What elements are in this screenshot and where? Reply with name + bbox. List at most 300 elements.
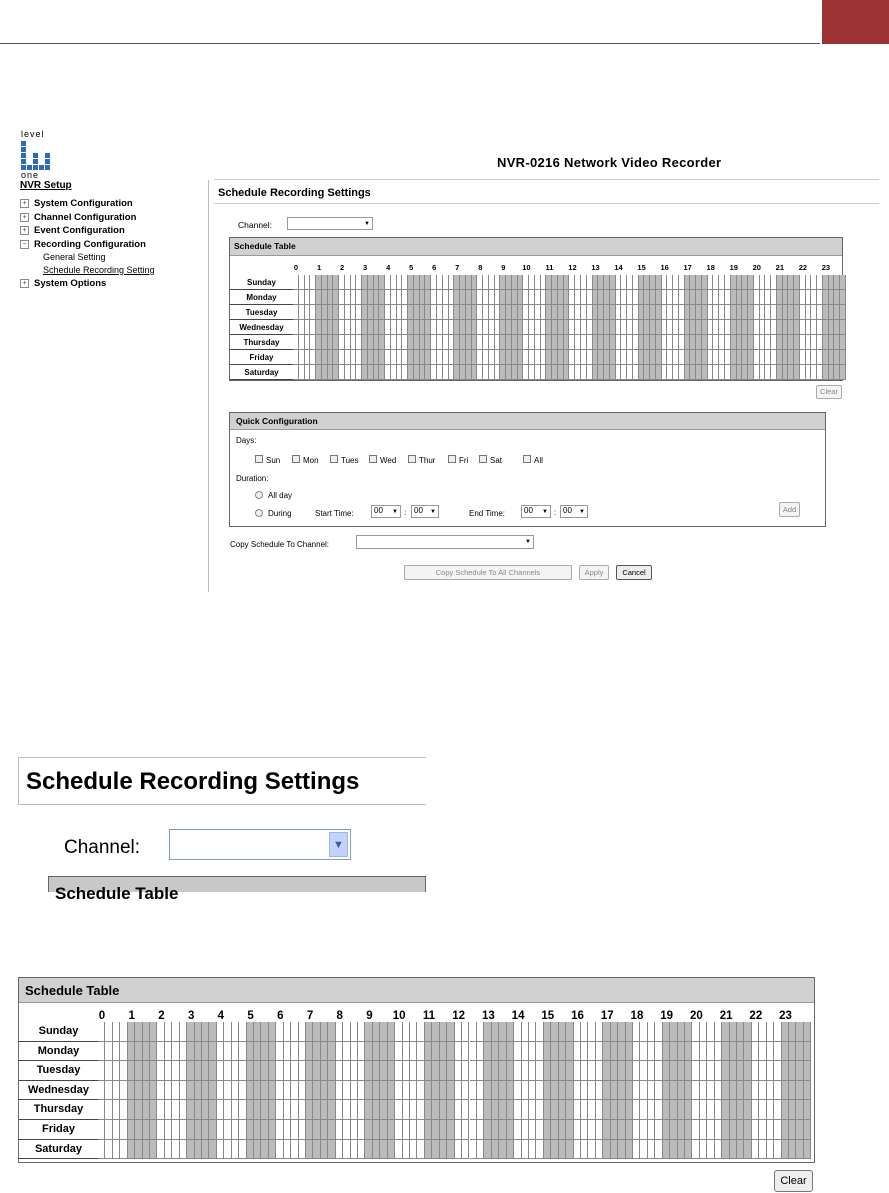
schedule-cell[interactable] (232, 1140, 239, 1160)
schedule-cell[interactable] (447, 1120, 454, 1140)
schedule-cell[interactable] (299, 1120, 306, 1140)
schedule-cell[interactable] (492, 1120, 499, 1140)
schedule-cell[interactable] (195, 1140, 202, 1160)
schedule-cell[interactable] (692, 1120, 699, 1140)
schedule-cell[interactable] (224, 1061, 231, 1081)
schedule-cell[interactable] (425, 1120, 432, 1140)
schedule-cell[interactable] (499, 1081, 506, 1101)
sidebar-item-system-configuration[interactable] (20, 197, 206, 211)
schedule-cell[interactable] (559, 1061, 566, 1081)
day-checkbox-fri[interactable] (448, 455, 456, 463)
schedule-cell[interactable] (529, 1061, 536, 1081)
schedule-cell[interactable] (640, 1042, 647, 1062)
schedule-cell[interactable] (380, 1042, 387, 1062)
schedule-cell[interactable] (180, 1042, 187, 1062)
schedule-cell[interactable] (536, 1061, 543, 1081)
schedule-cell[interactable] (239, 1120, 246, 1140)
schedule-cell[interactable] (626, 1100, 633, 1120)
collapse-icon[interactable]: − (20, 240, 29, 249)
schedule-cell[interactable] (232, 1120, 239, 1140)
schedule-cell[interactable] (484, 1120, 491, 1140)
schedule-cell[interactable] (157, 1100, 164, 1120)
schedule-cell[interactable] (321, 1022, 328, 1042)
schedule-cell[interactable] (588, 1120, 595, 1140)
schedule-cell[interactable] (195, 1120, 202, 1140)
schedule-cell[interactable] (447, 1061, 454, 1081)
schedule-cell[interactable] (157, 1042, 164, 1062)
schedule-cell[interactable] (380, 1081, 387, 1101)
schedule-cell[interactable] (618, 1140, 625, 1160)
schedule-cell[interactable] (767, 1120, 774, 1140)
apply-button[interactable]: Apply (579, 565, 609, 580)
schedule-cell[interactable] (187, 1140, 194, 1160)
schedule-cell[interactable] (447, 1100, 454, 1120)
schedule-cell[interactable] (611, 1140, 618, 1160)
schedule-cell[interactable] (715, 1022, 722, 1042)
schedule-cell[interactable] (128, 1042, 135, 1062)
schedule-cell[interactable] (165, 1140, 172, 1160)
day-checkbox-mon[interactable] (292, 455, 300, 463)
schedule-cell[interactable] (559, 1100, 566, 1120)
schedule-cell[interactable] (150, 1100, 157, 1120)
schedule-cell[interactable] (336, 1042, 343, 1062)
schedule-cell[interactable] (737, 1100, 744, 1120)
schedule-cell[interactable] (752, 1081, 759, 1101)
schedule-cell[interactable] (373, 1042, 380, 1062)
schedule-cell[interactable] (120, 1081, 127, 1101)
schedule-cell[interactable] (105, 1042, 112, 1062)
schedule-cell[interactable] (269, 1061, 276, 1081)
schedule-cell[interactable] (670, 1140, 677, 1160)
schedule-cell[interactable] (752, 1140, 759, 1160)
schedule-cell[interactable] (611, 1022, 618, 1042)
schedule-cell[interactable] (618, 1081, 625, 1101)
schedule-cell[interactable] (403, 1042, 410, 1062)
schedule-cell[interactable] (551, 1042, 558, 1062)
during-radio[interactable] (255, 509, 263, 517)
schedule-cell[interactable] (492, 1140, 499, 1160)
schedule-cell[interactable] (529, 1100, 536, 1120)
schedule-cell[interactable] (388, 1061, 395, 1081)
schedule-cell[interactable] (484, 1100, 491, 1120)
all-day-radio[interactable] (255, 491, 263, 499)
schedule-cell[interactable] (663, 1022, 670, 1042)
schedule-cell[interactable] (313, 1140, 320, 1160)
schedule-cell[interactable] (269, 1140, 276, 1160)
day-checkbox-thur[interactable] (408, 455, 416, 463)
schedule-cell[interactable] (135, 1120, 142, 1140)
schedule-cell[interactable] (707, 1120, 714, 1140)
schedule-cell[interactable] (299, 1061, 306, 1081)
schedule-cell[interactable] (626, 1120, 633, 1140)
schedule-cell[interactable] (247, 1140, 254, 1160)
schedule-cell[interactable] (417, 1022, 424, 1042)
schedule-cell[interactable] (291, 1140, 298, 1160)
schedule-cell[interactable] (202, 1140, 209, 1160)
schedule-cell[interactable] (522, 1140, 529, 1160)
schedule-cell[interactable] (410, 1042, 417, 1062)
schedule-cell[interactable] (351, 1120, 358, 1140)
schedule-cell[interactable] (514, 1081, 521, 1101)
schedule-cell[interactable] (730, 1061, 737, 1081)
schedule-cell[interactable] (559, 1081, 566, 1101)
start-minute-select[interactable] (411, 505, 439, 518)
schedule-cell[interactable] (343, 1022, 350, 1042)
schedule-cell[interactable] (633, 1140, 640, 1160)
schedule-cell[interactable] (254, 1100, 261, 1120)
schedule-cell[interactable] (782, 1120, 789, 1140)
schedule-cell[interactable] (670, 1120, 677, 1140)
schedule-cell[interactable] (730, 1120, 737, 1140)
schedule-cell[interactable] (425, 1140, 432, 1160)
schedule-cell[interactable] (380, 1022, 387, 1042)
schedule-cell[interactable] (462, 1120, 469, 1140)
schedule-cell[interactable] (336, 1100, 343, 1120)
schedule-cell[interactable] (700, 1081, 707, 1101)
schedule-cell[interactable] (343, 1120, 350, 1140)
schedule-cell[interactable] (343, 1081, 350, 1101)
schedule-cell[interactable] (588, 1022, 595, 1042)
schedule-cell[interactable] (507, 1061, 514, 1081)
schedule-cell[interactable] (358, 1022, 365, 1042)
schedule-cell[interactable] (611, 1120, 618, 1140)
schedule-cell[interactable] (804, 1140, 811, 1160)
schedule-cell[interactable] (640, 1100, 647, 1120)
schedule-cell[interactable] (299, 1100, 306, 1120)
schedule-cell[interactable] (514, 1100, 521, 1120)
schedule-cell[interactable] (328, 1081, 335, 1101)
schedule-cell[interactable] (514, 1140, 521, 1160)
schedule-cell[interactable] (707, 1081, 714, 1101)
schedule-cell[interactable] (767, 1061, 774, 1081)
schedule-cell[interactable] (655, 1061, 662, 1081)
schedule-cell[interactable] (744, 1042, 751, 1062)
schedule-cell[interactable] (670, 1042, 677, 1062)
schedule-cell[interactable] (321, 1042, 328, 1062)
schedule-cell[interactable] (128, 1120, 135, 1140)
schedule-cell[interactable] (440, 1042, 447, 1062)
schedule-cell[interactable] (128, 1022, 135, 1042)
schedule-cell[interactable] (425, 1081, 432, 1101)
schedule-cell[interactable] (388, 1120, 395, 1140)
schedule-cell[interactable] (417, 1140, 424, 1160)
schedule-cell[interactable] (336, 1022, 343, 1042)
schedule-cell[interactable] (685, 1061, 692, 1081)
schedule-cell[interactable] (566, 1140, 573, 1160)
schedule-cell[interactable] (796, 1120, 803, 1140)
schedule-cell[interactable] (120, 1140, 127, 1160)
schedule-cell[interactable] (737, 1120, 744, 1140)
schedule-cell[interactable] (522, 1100, 529, 1120)
schedule-cell[interactable] (477, 1100, 484, 1120)
schedule-cell[interactable] (514, 1061, 521, 1081)
schedule-cell[interactable] (507, 1042, 514, 1062)
schedule-cell[interactable] (796, 1100, 803, 1120)
schedule-cell[interactable] (157, 1120, 164, 1140)
schedule-cell[interactable] (744, 1061, 751, 1081)
schedule-cell[interactable] (840, 335, 846, 350)
schedule-cell[interactable] (187, 1120, 194, 1140)
schedule-cell[interactable] (499, 1022, 506, 1042)
schedule-cell[interactable] (840, 305, 846, 320)
schedule-cell[interactable] (98, 1042, 105, 1062)
schedule-cell[interactable] (328, 1042, 335, 1062)
schedule-cell[interactable] (172, 1140, 179, 1160)
schedule-cell[interactable] (209, 1100, 216, 1120)
cancel-button[interactable]: Cancel (616, 565, 652, 580)
schedule-cell[interactable] (574, 1061, 581, 1081)
schedule-cell[interactable] (358, 1061, 365, 1081)
schedule-cell[interactable] (633, 1061, 640, 1081)
schedule-cell[interactable] (470, 1100, 477, 1120)
schedule-cell[interactable] (284, 1120, 291, 1140)
schedule-cell[interactable] (98, 1120, 105, 1140)
schedule-cell[interactable] (551, 1140, 558, 1160)
schedule-cell[interactable] (143, 1042, 150, 1062)
schedule-cell[interactable] (514, 1042, 521, 1062)
schedule-cell[interactable] (291, 1061, 298, 1081)
schedule-cell[interactable] (522, 1081, 529, 1101)
schedule-cell[interactable] (470, 1042, 477, 1062)
clear-button-small[interactable]: Clear (816, 385, 842, 399)
schedule-cell[interactable] (365, 1042, 372, 1062)
schedule-cell[interactable] (529, 1042, 536, 1062)
schedule-cell[interactable] (447, 1022, 454, 1042)
schedule-cell[interactable] (165, 1022, 172, 1042)
sidebar-title[interactable]: NVR Setup (20, 180, 72, 191)
schedule-cell[interactable] (276, 1042, 283, 1062)
schedule-cell[interactable] (730, 1022, 737, 1042)
schedule-cell[interactable] (507, 1100, 514, 1120)
schedule-cell[interactable] (365, 1081, 372, 1101)
schedule-cell[interactable] (774, 1022, 781, 1042)
schedule-cell[interactable] (796, 1042, 803, 1062)
schedule-cell[interactable] (759, 1100, 766, 1120)
schedule-cell[interactable] (321, 1081, 328, 1101)
schedule-cell[interactable] (403, 1140, 410, 1160)
schedule-cell[interactable] (195, 1022, 202, 1042)
schedule-cell[interactable] (373, 1120, 380, 1140)
schedule-cell[interactable] (269, 1042, 276, 1062)
sidebar-item-channel-configuration[interactable] (20, 211, 206, 225)
schedule-cell[interactable] (492, 1042, 499, 1062)
schedule-cell[interactable] (365, 1100, 372, 1120)
schedule-cell[interactable] (581, 1022, 588, 1042)
schedule-cell[interactable] (499, 1140, 506, 1160)
schedule-cell[interactable] (789, 1140, 796, 1160)
schedule-cell[interactable] (403, 1022, 410, 1042)
schedule-cell[interactable] (254, 1042, 261, 1062)
schedule-cell[interactable] (247, 1100, 254, 1120)
schedule-cell[interactable] (269, 1081, 276, 1101)
schedule-cell[interactable] (306, 1042, 313, 1062)
schedule-cell[interactable] (737, 1081, 744, 1101)
schedule-cell[interactable] (195, 1061, 202, 1081)
schedule-cell[interactable] (566, 1022, 573, 1042)
schedule-cell[interactable] (655, 1022, 662, 1042)
schedule-cell[interactable] (648, 1120, 655, 1140)
schedule-cell[interactable] (596, 1120, 603, 1140)
schedule-cell[interactable] (522, 1022, 529, 1042)
schedule-cell[interactable] (744, 1120, 751, 1140)
schedule-cell[interactable] (313, 1120, 320, 1140)
schedule-cell[interactable] (209, 1140, 216, 1160)
schedule-cell[interactable] (544, 1081, 551, 1101)
schedule-cell[interactable] (544, 1140, 551, 1160)
schedule-cell[interactable] (209, 1042, 216, 1062)
schedule-cell[interactable] (492, 1061, 499, 1081)
schedule-cell[interactable] (343, 1042, 350, 1062)
schedule-cell[interactable] (752, 1022, 759, 1042)
schedule-cell[interactable] (603, 1061, 610, 1081)
schedule-cell[interactable] (195, 1042, 202, 1062)
schedule-cell[interactable] (247, 1042, 254, 1062)
schedule-cell[interactable] (113, 1022, 120, 1042)
schedule-cell[interactable] (633, 1081, 640, 1101)
schedule-cell[interactable] (336, 1120, 343, 1140)
schedule-cell[interactable] (284, 1100, 291, 1120)
schedule-cell[interactable] (410, 1081, 417, 1101)
schedule-cell[interactable] (596, 1061, 603, 1081)
schedule-cell[interactable] (707, 1061, 714, 1081)
schedule-cell[interactable] (150, 1120, 157, 1140)
schedule-cell[interactable] (782, 1140, 789, 1160)
schedule-cell[interactable] (588, 1081, 595, 1101)
schedule-cell[interactable] (477, 1061, 484, 1081)
expand-icon[interactable]: + (20, 199, 29, 208)
schedule-cell[interactable] (707, 1140, 714, 1160)
schedule-cell[interactable] (462, 1022, 469, 1042)
schedule-cell[interactable] (507, 1140, 514, 1160)
schedule-cell[interactable] (514, 1120, 521, 1140)
schedule-cell[interactable] (403, 1081, 410, 1101)
schedule-cell[interactable] (840, 320, 846, 335)
schedule-cell[interactable] (685, 1042, 692, 1062)
schedule-cell[interactable] (440, 1140, 447, 1160)
end-minute-select[interactable] (560, 505, 588, 518)
schedule-cell[interactable] (789, 1061, 796, 1081)
schedule-cell[interactable] (730, 1081, 737, 1101)
schedule-cell[interactable] (113, 1061, 120, 1081)
schedule-cell[interactable] (388, 1140, 395, 1160)
schedule-cell[interactable] (588, 1140, 595, 1160)
schedule-cell[interactable] (462, 1081, 469, 1101)
schedule-cell[interactable] (685, 1022, 692, 1042)
schedule-cell[interactable] (284, 1042, 291, 1062)
schedule-cell[interactable] (239, 1081, 246, 1101)
schedule-cell[interactable] (840, 350, 846, 365)
schedule-cell[interactable] (588, 1042, 595, 1062)
schedule-cell[interactable] (380, 1120, 387, 1140)
schedule-cell[interactable] (804, 1120, 811, 1140)
schedule-cell[interactable] (477, 1022, 484, 1042)
schedule-cell[interactable] (432, 1042, 439, 1062)
schedule-cell[interactable] (536, 1042, 543, 1062)
schedule-cell[interactable] (306, 1120, 313, 1140)
schedule-cell[interactable] (536, 1081, 543, 1101)
schedule-cell[interactable] (143, 1081, 150, 1101)
schedule-cell[interactable] (403, 1061, 410, 1081)
schedule-cell[interactable] (782, 1022, 789, 1042)
schedule-cell[interactable] (447, 1140, 454, 1160)
schedule-cell[interactable] (172, 1061, 179, 1081)
schedule-cell[interactable] (358, 1081, 365, 1101)
schedule-cell[interactable] (752, 1061, 759, 1081)
schedule-cell[interactable] (470, 1120, 477, 1140)
schedule-cell[interactable] (224, 1120, 231, 1140)
schedule-cell[interactable] (522, 1120, 529, 1140)
schedule-cell[interactable] (715, 1081, 722, 1101)
schedule-cell[interactable] (336, 1081, 343, 1101)
schedule-cell[interactable] (678, 1120, 685, 1140)
schedule-cell[interactable] (455, 1042, 462, 1062)
schedule-cell[interactable] (707, 1022, 714, 1042)
schedule-cell[interactable] (804, 1100, 811, 1120)
schedule-cell[interactable] (796, 1140, 803, 1160)
schedule-cell[interactable] (551, 1120, 558, 1140)
schedule-cell[interactable] (417, 1061, 424, 1081)
schedule-cell[interactable] (774, 1061, 781, 1081)
schedule-cell[interactable] (217, 1042, 224, 1062)
schedule-cell[interactable] (752, 1042, 759, 1062)
chevron-down-icon[interactable]: ▼ (329, 832, 348, 857)
sidebar-subitem-general-setting[interactable]: General Setting (43, 252, 106, 262)
schedule-cell[interactable] (492, 1081, 499, 1101)
sidebar-item-system-options[interactable] (20, 277, 206, 291)
schedule-cell[interactable] (254, 1140, 261, 1160)
schedule-cell[interactable] (715, 1100, 722, 1120)
schedule-cell[interactable] (470, 1140, 477, 1160)
schedule-cell[interactable] (373, 1081, 380, 1101)
schedule-cell[interactable] (202, 1081, 209, 1101)
schedule-cell[interactable] (187, 1061, 194, 1081)
schedule-cell[interactable] (128, 1100, 135, 1120)
schedule-cell[interactable] (261, 1120, 268, 1140)
schedule-cell[interactable] (618, 1100, 625, 1120)
schedule-cell[interactable] (581, 1140, 588, 1160)
schedule-cell[interactable] (759, 1061, 766, 1081)
schedule-cell[interactable] (559, 1120, 566, 1140)
schedule-cell[interactable] (551, 1022, 558, 1042)
sidebar-subitem-schedule-recording-setting[interactable] (20, 264, 206, 277)
schedule-cell[interactable] (180, 1022, 187, 1042)
schedule-cell[interactable] (692, 1022, 699, 1042)
schedule-cell[interactable] (351, 1042, 358, 1062)
schedule-cell[interactable] (581, 1100, 588, 1120)
schedule-cell[interactable] (358, 1120, 365, 1140)
schedule-cell[interactable] (678, 1081, 685, 1101)
schedule-cell[interactable] (611, 1081, 618, 1101)
schedule-cell[interactable] (574, 1022, 581, 1042)
schedule-cell[interactable] (618, 1120, 625, 1140)
schedule-cell[interactable] (603, 1140, 610, 1160)
schedule-cell[interactable] (782, 1081, 789, 1101)
schedule-cell[interactable] (202, 1100, 209, 1120)
schedule-cell[interactable] (254, 1081, 261, 1101)
schedule-cell[interactable] (655, 1042, 662, 1062)
schedule-cell[interactable] (678, 1042, 685, 1062)
schedule-cell[interactable] (373, 1140, 380, 1160)
schedule-cell[interactable] (247, 1061, 254, 1081)
schedule-cell[interactable] (232, 1042, 239, 1062)
schedule-cell[interactable] (195, 1100, 202, 1120)
schedule-cell[interactable] (551, 1061, 558, 1081)
start-hour-select[interactable] (371, 505, 401, 518)
expand-icon[interactable]: + (20, 279, 29, 288)
schedule-cell[interactable] (611, 1061, 618, 1081)
schedule-cell[interactable] (261, 1042, 268, 1062)
schedule-cell[interactable] (217, 1140, 224, 1160)
